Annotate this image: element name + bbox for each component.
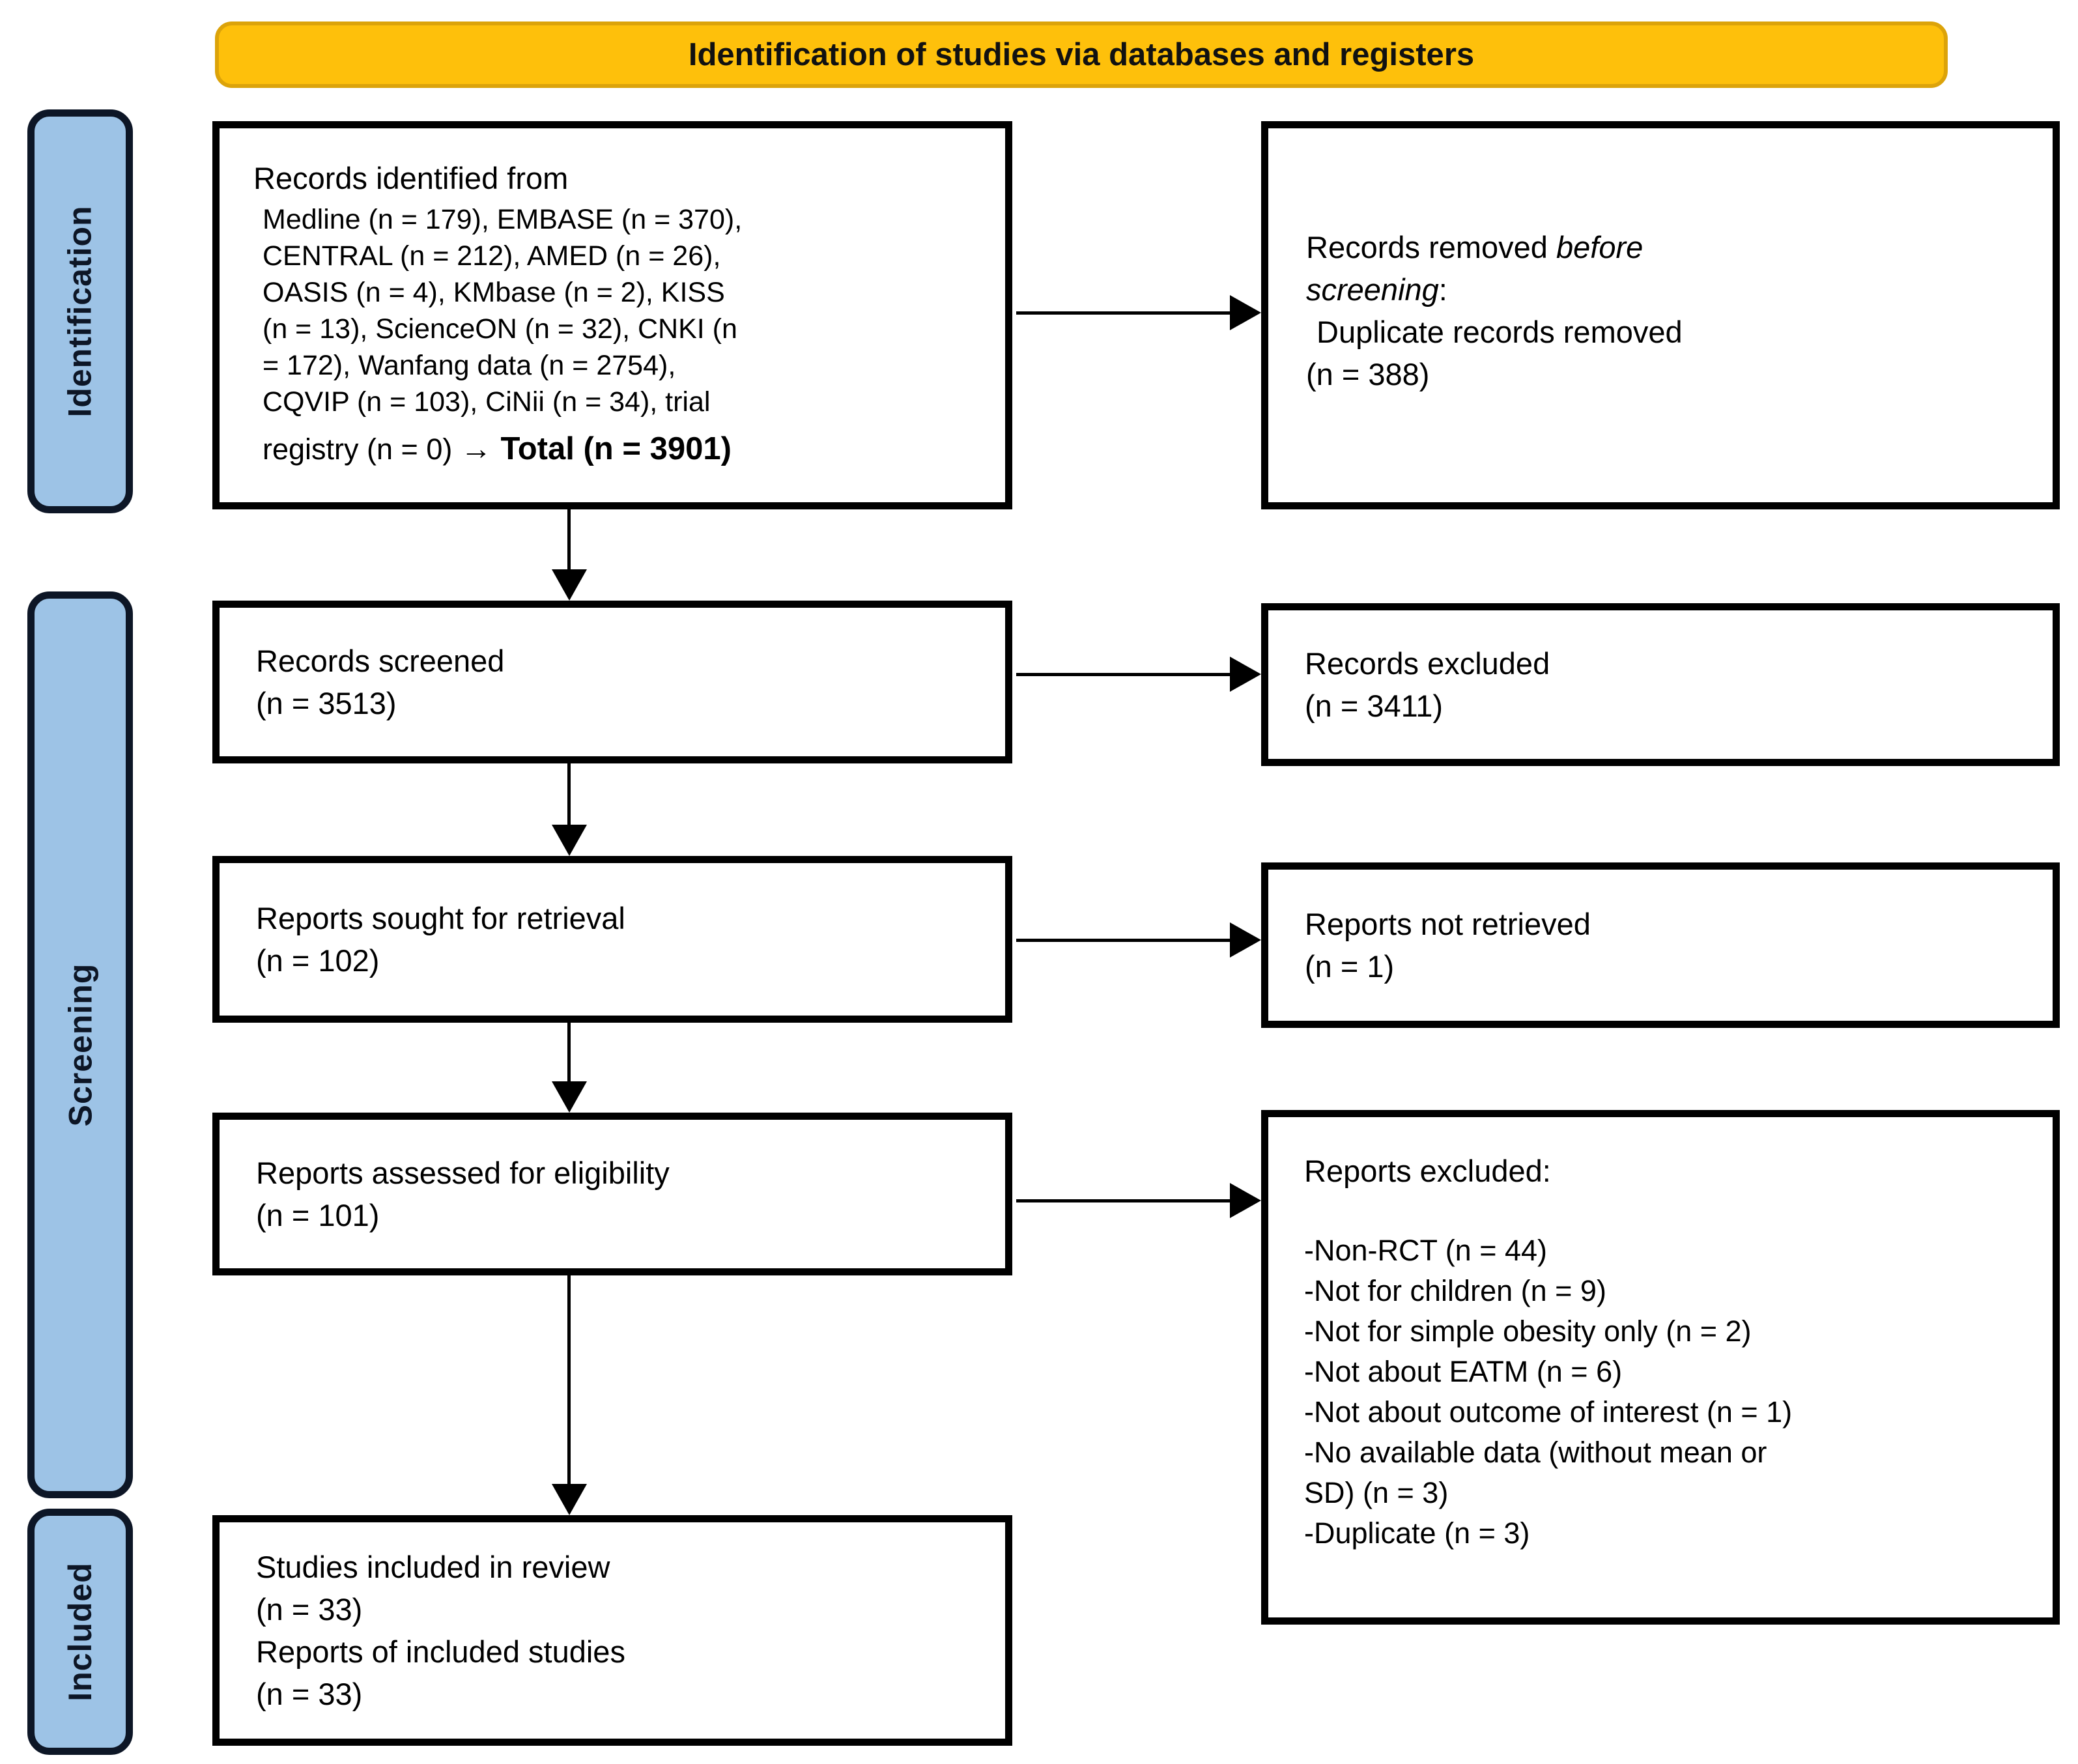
total-line-prefix: registry (n = 0)	[263, 433, 461, 466]
database-line: CQVIP (n = 103), CiNii (n = 34), trial	[263, 386, 711, 418]
arrowhead-down-icon	[552, 1484, 587, 1515]
exclusion-reason: -No available data (without mean or	[1304, 1436, 1767, 1469]
arrowhead-down-icon	[552, 569, 587, 601]
box-records-screened	[212, 601, 1012, 763]
reports-sought-label: Reports sought for retrieval	[256, 901, 625, 935]
records-identified-title: Records identified from	[253, 161, 569, 195]
arrow-line	[1016, 939, 1231, 942]
database-line: = 172), Wanfang data (n = 2754),	[263, 350, 676, 381]
phase-label-included-text: Included	[62, 1562, 99, 1701]
exclusion-reason: -Not for children (n = 9)	[1304, 1274, 1606, 1307]
database-line: OASIS (n = 4), KMbase (n = 2), KISS	[263, 277, 725, 308]
arrow-line	[1016, 311, 1231, 315]
box-studies-included	[212, 1515, 1012, 1746]
box-records-excluded	[1261, 603, 2060, 766]
duplicate-records-removed-line: Duplicate records removed	[1317, 315, 1683, 349]
records-removed-text: Records removed	[1306, 230, 1556, 264]
reports-sought-count: (n = 102)	[256, 943, 380, 978]
records-removed-screening-italic: screening	[1306, 272, 1439, 307]
studies-included-label: Studies included in review	[256, 1550, 610, 1584]
phase-label-included	[27, 1509, 133, 1755]
banner-title: Identification of studies via databases and registers	[688, 37, 1475, 72]
reports-excluded-reason-list	[1304, 1231, 2027, 1554]
right-arrow-glyph: →	[460, 432, 492, 466]
records-identified-total-line	[263, 431, 986, 467]
exclusion-reason: -Non-RCT (n = 44)	[1304, 1234, 1548, 1267]
arrowhead-down-icon	[552, 1081, 587, 1113]
records-identified-database-list	[263, 201, 986, 420]
box-records-identified	[212, 121, 1012, 509]
records-screened-label: Records screened	[256, 644, 505, 678]
total-count: Total (n = 3901)	[491, 431, 732, 466]
reports-of-included-count: (n = 33)	[256, 1677, 363, 1711]
arrow-line	[567, 509, 571, 571]
banner-identification-of-studies	[215, 21, 1948, 88]
arrowhead-right-icon	[1230, 657, 1261, 692]
records-removed-line1	[1306, 226, 2033, 268]
reports-of-included-label: Reports of included studies	[256, 1634, 625, 1669]
phase-label-screening	[27, 591, 133, 1498]
phase-label-identification	[27, 109, 133, 513]
reports-assessed-label: Reports assessed for eligibility	[256, 1156, 670, 1190]
records-screened-count: (n = 3513)	[256, 686, 397, 720]
exclusion-reason-wrap: SD) (n = 3)	[1304, 1476, 1449, 1509]
arrow-line	[1016, 673, 1231, 676]
arrowhead-right-icon	[1230, 1183, 1261, 1218]
reports-excluded-title: Reports excluded:	[1304, 1154, 1551, 1188]
arrow-line	[567, 763, 571, 827]
reports-not-retrieved-count: (n = 1)	[1305, 949, 1395, 984]
exclusion-reason: -Duplicate (n = 3)	[1304, 1516, 1530, 1550]
box-reports-assessed	[212, 1113, 1012, 1275]
database-line: CENTRAL (n = 212), AMED (n = 26),	[263, 240, 721, 272]
arrow-line	[567, 1023, 571, 1084]
records-removed-line2	[1306, 268, 2033, 311]
box-reports-sought	[212, 856, 1012, 1023]
arrow-line	[567, 1275, 571, 1487]
duplicate-records-count: (n = 388)	[1306, 357, 1430, 391]
database-line: Medline (n = 179), EMBASE (n = 370),	[263, 204, 743, 235]
studies-included-count: (n = 33)	[256, 1592, 363, 1627]
reports-not-retrieved-label: Reports not retrieved	[1305, 907, 1591, 941]
arrowhead-right-icon	[1230, 922, 1261, 958]
arrow-line	[1016, 1199, 1231, 1202]
records-removed-colon: :	[1438, 272, 1447, 307]
phase-label-screening-text: Screening	[62, 963, 98, 1127]
box-reports-not-retrieved	[1261, 862, 2060, 1028]
records-excluded-label: Records excluded	[1305, 646, 1550, 681]
records-excluded-count: (n = 3411)	[1305, 689, 1444, 723]
exclusion-reason: -Not for simple obesity only (n = 2)	[1304, 1315, 1752, 1348]
phase-label-identification-text: Identification	[62, 205, 99, 418]
reports-assessed-count: (n = 101)	[256, 1198, 380, 1232]
exclusion-reason: -Not about EATM (n = 6)	[1304, 1355, 1623, 1388]
records-removed-before-italic: before	[1556, 230, 1644, 264]
database-line: (n = 13), ScienceON (n = 32), CNKI (n	[263, 313, 737, 345]
box-records-removed-before-screening	[1261, 121, 2060, 509]
arrowhead-right-icon	[1230, 295, 1261, 330]
arrowhead-down-icon	[552, 825, 587, 856]
box-reports-excluded	[1261, 1110, 2060, 1625]
exclusion-reason: -Not about outcome of interest (n = 1)	[1304, 1395, 1793, 1429]
